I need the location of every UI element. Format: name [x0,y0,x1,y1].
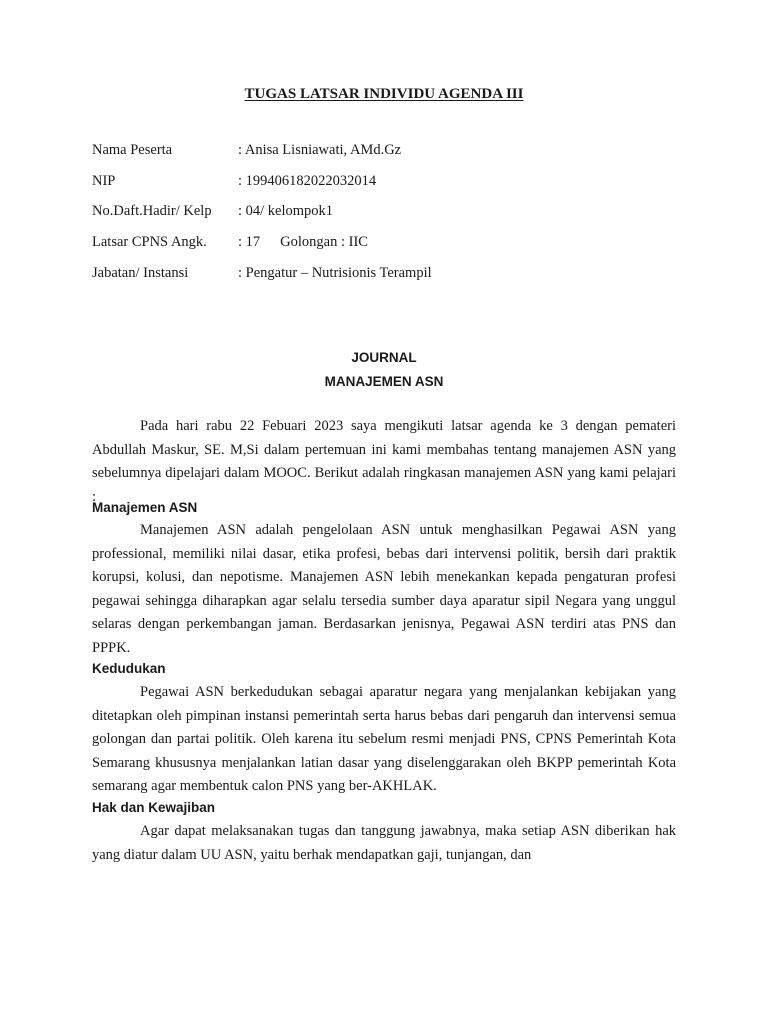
section-body-hak: Agar dapat melaksanakan tugas dan tanggung jawabnya, maka setiap ASN diberikan hak yang diatur dalam UU ASN, yaitu berhak mendapatkan gaji, tunjangan, dan [92,823,676,863]
section-body-manajemen: Manajemen ASN adalah pengelolaan ASN untuk menghasilkan Pegawai ASN yang professional, memiliki nilai dasar, etika profesi, bebas dari intervensi politik, bersih dari praktik korupsi, kolusi, dan nepotisme. Manajemen ASN lebih menekankan kepada pengaturan profesi pegawai sehingga diharapkan agar selalu tersedia sumber daya aparatur sipil Negara yang unggul selaras dengan perkembangan jaman. Berdasarkan jenisnya, Pegawai ASN terdiri atas PNS dan PPPK. [92,522,676,656]
journal-title: JOURNAL [351,350,417,365]
info-value-group [238,233,368,251]
intro-paragraph: Pada hari rabu 22 Febuari 2023 saya mengikuti latsar agenda ke 3 dengan pemateri Abdullah Maskur, SE. M,Si dalam pertemuan ini kami membahas tentang manajemen ASN yang sebelumnya dipelajari dalam MOOC. Berikut adalah ringkasan manajemen ASN yang kami pelajari : [92,418,676,505]
info-value: : Anisa Lisniawati, AMd.Gz [238,142,402,158]
info-label: NIP [92,173,116,189]
section-body-kedudukan: Pegawai ASN berkedudukan sebagai aparatur negara yang menjalankan kebijakan yang ditetapkan oleh pimpinan instansi pemerintah serta harus bebas dari pengaruh dan intervensi semua golongan dan partai politik. Oleh karena itu sebelum resmi menjadi PNS, CPNS Pemerintah Kota Semarang khususnya menjalankan latian dasar yang diselenggarakan oleh BKPP pemerintah Kota semarang agar membentuk calon PNS yang ber-AKHLAK. [92,684,676,795]
info-label: Nama Peserta [92,142,173,158]
info-value: : 17 [238,234,261,250]
info-value: : 199406182022032014 [238,173,377,189]
info-label: Latsar CPNS Angk. [92,234,207,250]
section-heading-manajemen: Manajemen ASN [92,500,198,515]
info-label: Jabatan/ Instansi [92,265,189,281]
info-extra: Golongan : IIC [280,234,368,250]
info-label: No.Daft.Hadir/ Kelp [92,203,212,219]
section-heading-hak: Hak dan Kewajiban [92,800,216,815]
section-heading-kedudukan: Kedudukan [92,661,166,676]
info-value: : 04/ kelompok1 [238,203,334,219]
info-value: : Pengatur – Nutrisionis Terampil [238,265,432,281]
journal-subtitle: MANAJEMEN ASN [324,374,444,389]
document-title: TUGAS LATSAR INDIVIDU AGENDA III [244,86,524,102]
